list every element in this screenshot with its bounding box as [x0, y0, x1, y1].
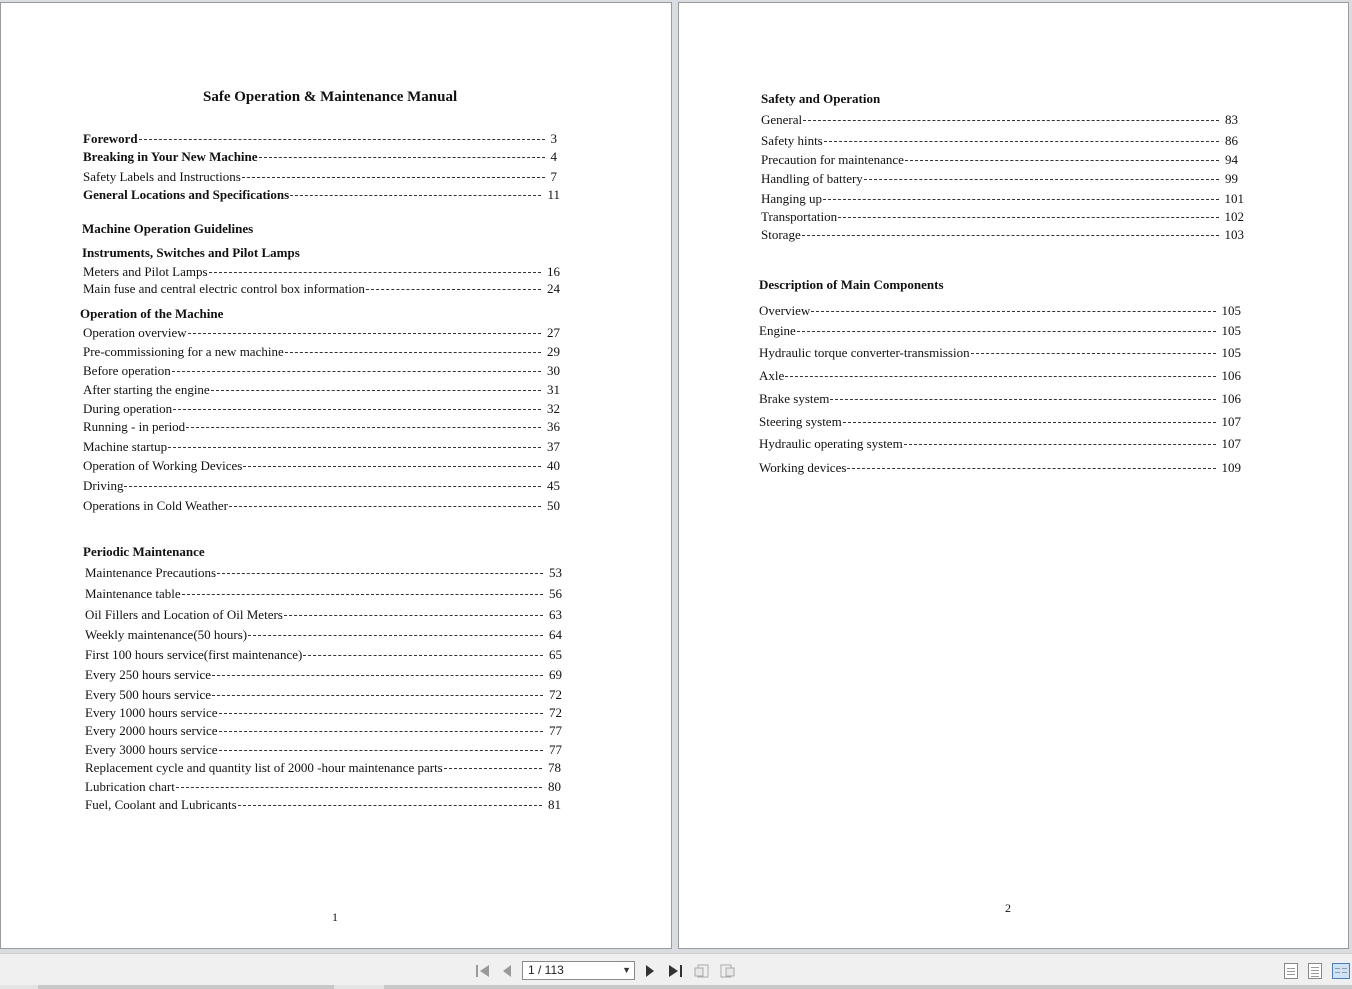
toc-entry-label: Before operation: [83, 363, 171, 378]
toc-leader-dots: [212, 695, 543, 696]
toc-entry-page-number: 30: [547, 363, 560, 378]
toc-entry-label: Every 500 hours service: [85, 687, 211, 702]
toc-leader-dots: [811, 311, 1215, 312]
toc-entry-page-number: 81: [548, 797, 561, 812]
toc-leader-dots: [212, 675, 543, 676]
toc-leader-dots: [802, 235, 1219, 236]
toc-entry-label: Steering system: [759, 414, 842, 429]
toc-entry: [85, 797, 561, 814]
toc-entry-label: Pre-commissioning for a new machine: [83, 344, 284, 359]
toc-entry-label: Transportation: [761, 209, 838, 224]
toc-entry: [83, 458, 560, 475]
toc-entry-page-number: 77: [549, 742, 562, 757]
toc-leader-dots: [823, 199, 1218, 200]
toc-entry-label: Every 1000 hours service: [85, 705, 218, 720]
toc-entry-label: Maintenance Precautions: [85, 565, 217, 580]
scrollbar-track-segment: [384, 985, 1352, 989]
toc-entry-page-number: 99: [1225, 171, 1238, 186]
toc-entry-label: Safety hints: [761, 133, 823, 148]
toc-entry: [83, 281, 560, 298]
toc-leader-dots: [219, 731, 544, 732]
toc-entry-page-number: 53: [549, 565, 562, 580]
toc-entry-page-number: 65: [549, 647, 562, 662]
first-page-icon[interactable]: [473, 961, 493, 981]
toc-entry: [761, 133, 1238, 150]
toc-entry-label: During operation: [83, 401, 173, 416]
toc-entry-page-number: 107: [1221, 436, 1241, 451]
toc-leader-dots: [803, 120, 1219, 121]
next-page-icon[interactable]: [640, 961, 660, 981]
toc-entry-label: Operation of Working Devices: [83, 458, 243, 473]
toc-entry-page-number: 37: [547, 439, 560, 454]
toc-entry-label: Replacement cycle and quantity list of 2000 -hour maintenance parts: [85, 760, 443, 775]
toc-entry: [759, 345, 1241, 362]
toc-leader-dots: [847, 468, 1215, 469]
toc-entry-label: Main fuse and central electric control box information: [83, 281, 365, 296]
toc-entry-page-number: 107: [1221, 414, 1241, 429]
toc-leader-dots: [284, 615, 543, 616]
toc-entry: [83, 264, 560, 281]
toc-entry-label: Operations in Cold Weather: [83, 498, 228, 513]
toc-leader-dots: [173, 409, 541, 410]
toc-leader-dots: [843, 422, 1216, 423]
toc-entry-page-number: 101: [1224, 191, 1244, 206]
toc-entry: [83, 439, 560, 456]
toc-entry-page-number: 31: [547, 382, 560, 397]
toc-leader-dots: [259, 157, 545, 158]
section-heading-instruments: Instruments, Switches and Pilot Lamps: [82, 245, 300, 260]
toc-entry-page-number: 102: [1224, 209, 1244, 224]
toc-leader-dots: [217, 573, 543, 574]
toc-entry-page-number: 106: [1221, 391, 1241, 406]
section-heading-components: Description of Main Components: [759, 277, 944, 292]
document-page-1: [0, 2, 672, 949]
toc-entry-page-number: 86: [1225, 133, 1238, 148]
toc-entry: [85, 742, 562, 759]
continuous-view-icon[interactable]: [1308, 963, 1322, 979]
toc-entry-label: Maintenance table: [85, 586, 181, 601]
toc-leader-dots: [168, 447, 541, 448]
toc-leader-dots: [797, 331, 1216, 332]
toc-entry-label: Weekly maintenance(50 hours): [85, 627, 248, 642]
toc-leader-dots: [290, 195, 541, 196]
toc-leader-dots: [242, 177, 545, 178]
toc-entry-page-number: 29: [547, 344, 560, 359]
toc-leader-dots: [366, 289, 541, 290]
toc-leader-dots: [172, 371, 541, 372]
toc-entry-label: Handling of battery: [761, 171, 863, 186]
toc-entry-page-number: 40: [547, 458, 560, 473]
toc-entry-label: Every 2000 hours service: [85, 723, 218, 738]
toc-entry: [759, 460, 1241, 477]
section-heading-guidelines: Machine Operation Guidelines: [82, 221, 254, 236]
toc-entry-label: Every 250 hours service: [85, 667, 211, 682]
toc-entry: [83, 149, 557, 166]
toc-entry-label: Hydraulic torque converter-transmission: [759, 345, 970, 360]
toc-entry-label: Storage: [761, 227, 801, 242]
toc-entry-label: Brake system: [759, 391, 830, 406]
toc-entry-label: General Locations and Specifications: [83, 187, 290, 202]
toc-entry-page-number: 45: [547, 478, 560, 493]
toc-entry-label: Fuel, Coolant and Lubricants: [85, 797, 237, 812]
toc-leader-dots: [186, 427, 541, 428]
toc-entry-label: Foreword: [83, 131, 138, 146]
toc-entry: [85, 586, 562, 603]
toc-entry: [83, 498, 560, 515]
toc-entry-page-number: 78: [548, 760, 561, 775]
toc-entry: [83, 419, 560, 436]
toc-entry-label: After starting the engine: [83, 382, 210, 397]
toc-entry-label: Machine startup: [83, 439, 168, 454]
toc-leader-dots: [824, 141, 1219, 142]
toc-leader-dots: [219, 713, 544, 714]
toc-entry-label: Precaution for maintenance: [761, 152, 904, 167]
toc-leader-dots: [124, 486, 541, 487]
toc-entry-label: Breaking in Your New Machine: [83, 149, 258, 164]
toc-leader-dots: [285, 352, 541, 353]
toc-entry-page-number: 27: [547, 325, 560, 340]
toc-entry-page-number: 32: [547, 401, 560, 416]
toc-entry: [85, 627, 562, 644]
toc-entry: [83, 478, 560, 495]
toc-entry-label: Overview: [759, 303, 811, 318]
toc-leader-dots: [188, 333, 541, 334]
toc-entry-page-number: 80: [548, 779, 561, 794]
toc-entry-label: Oil Fillers and Location of Oil Meters: [85, 607, 283, 622]
horizontal-scrollbar[interactable]: [0, 985, 1352, 989]
toc-entry: [759, 323, 1241, 340]
toc-entry-page-number: 4: [550, 149, 557, 164]
toc-entry: [83, 169, 557, 186]
toc-entry: [85, 667, 562, 684]
toc-entry: [761, 112, 1238, 129]
section-heading-operation: Operation of the Machine: [80, 306, 224, 321]
toc-entry-page-number: 105: [1221, 303, 1241, 318]
toc-entry: [759, 414, 1241, 431]
toc-entry: [761, 191, 1244, 208]
forward-view-icon[interactable]: [718, 961, 738, 981]
chevron-down-icon[interactable]: ▼: [622, 965, 631, 975]
section-heading-periodic-maintenance: Periodic Maintenance: [83, 544, 205, 559]
toc-entry-label: Operation overview: [83, 325, 187, 340]
toc-entry-label: Hanging up: [761, 191, 823, 206]
toc-entry-page-number: 24: [547, 281, 560, 296]
toc-entry: [83, 363, 560, 380]
scrollbar-thumb[interactable]: [38, 985, 334, 989]
toc-entry-page-number: 36: [547, 419, 560, 434]
toc-entry: [761, 152, 1238, 169]
two-page-view-icon[interactable]: [1332, 963, 1350, 979]
toc-leader-dots: [444, 768, 542, 769]
toc-entry: [85, 760, 561, 777]
last-page-icon[interactable]: [665, 961, 685, 981]
toc-entry-page-number: 56: [549, 586, 562, 601]
page-number-input[interactable]: [522, 961, 635, 980]
toc-leader-dots: [229, 506, 541, 507]
toc-entry-page-number: 50: [547, 498, 560, 513]
toc-entry: [85, 723, 562, 740]
toc-entry: [83, 401, 560, 418]
toc-leader-dots: [139, 139, 545, 140]
toc-leader-dots: [830, 399, 1215, 400]
toc-leader-dots: [905, 160, 1219, 161]
toc-entry-page-number: 77: [549, 723, 562, 738]
toc-leader-dots: [904, 444, 1216, 445]
toc-entry: [759, 436, 1241, 453]
toc-entry-label: General: [761, 112, 803, 127]
section-heading-safety: Safety and Operation: [761, 91, 881, 106]
document-page-2: [678, 2, 1349, 949]
toc-entry-page-number: 72: [549, 705, 562, 720]
page-number: 1: [332, 910, 338, 924]
toc-entry-page-number: 109: [1221, 460, 1241, 475]
toc-entry-label: Engine: [759, 323, 796, 338]
toc-leader-dots: [176, 787, 542, 788]
toc-entry-page-number: 105: [1221, 345, 1241, 360]
toc-entry-label: Running - in period: [83, 419, 186, 434]
toc-entry-page-number: 103: [1224, 227, 1244, 242]
toc-entry-page-number: 94: [1225, 152, 1238, 167]
toc-leader-dots: [211, 390, 541, 391]
prev-page-icon[interactable]: [497, 961, 517, 981]
toc-leader-dots: [785, 376, 1215, 377]
toc-entry: [83, 187, 560, 204]
single-page-view-icon[interactable]: [1284, 963, 1298, 979]
toc-entry: [85, 647, 562, 664]
toc-entry: [761, 209, 1244, 226]
toc-entry-label: Every 3000 hours service: [85, 742, 218, 757]
toc-entry: [85, 687, 562, 704]
toc-entry: [759, 303, 1241, 320]
toc-entry: [759, 391, 1241, 408]
toc-entry: [83, 344, 560, 361]
toc-leader-dots: [219, 750, 544, 751]
toc-leader-dots: [971, 353, 1216, 354]
toc-entry: [83, 325, 560, 342]
toc-leader-dots: [303, 655, 543, 656]
toc-leader-dots: [238, 805, 542, 806]
toc-entry-page-number: 11: [547, 187, 560, 202]
toc-entry-label: First 100 hours service(first maintenance): [85, 647, 303, 662]
toc-entry-page-number: 16: [547, 264, 560, 279]
manual-title: Safe Operation & Maintenance Manual: [203, 89, 458, 105]
toc-leader-dots: [838, 217, 1218, 218]
toc-entry: [85, 565, 562, 582]
toc-entry: [761, 171, 1238, 188]
toc-entry-page-number: 3: [550, 131, 557, 146]
toc-entry: [85, 779, 561, 796]
toc-entry: [759, 368, 1241, 385]
toc-entry-label: Driving: [83, 478, 124, 493]
pdf-viewer-toolbar: [0, 953, 1352, 989]
toc-entry: [83, 131, 557, 148]
toc-entry-page-number: 64: [549, 627, 562, 642]
toc-entry-label: Hydraulic operating system: [759, 436, 903, 451]
page-indicator: 1 / 113: [528, 963, 564, 977]
toc-entry: [85, 607, 562, 624]
toc-leader-dots: [243, 466, 541, 467]
toc-entry-label: Safety Labels and Instructions: [83, 169, 241, 184]
toc-leader-dots: [864, 179, 1219, 180]
toc-entry: [761, 227, 1244, 244]
toc-entry-page-number: 83: [1225, 112, 1238, 127]
toc-entry: [83, 382, 560, 399]
toc-entry-label: Axle: [759, 368, 785, 383]
toc-entry: [85, 705, 562, 722]
toc-entry-label: Lubrication chart: [85, 779, 175, 794]
toc-entry-page-number: 72: [549, 687, 562, 702]
toc-entry-label: Meters and Pilot Lamps: [83, 264, 208, 279]
toc-entry-page-number: 69: [549, 667, 562, 682]
toc-entry-page-number: 105: [1221, 323, 1241, 338]
toc-leader-dots: [209, 272, 541, 273]
toc-leader-dots: [248, 635, 543, 636]
toc-entry-page-number: 63: [549, 607, 562, 622]
page-number: 2: [1005, 901, 1011, 915]
toc-entry-page-number: 7: [550, 169, 557, 184]
back-view-icon[interactable]: [692, 961, 712, 981]
toc-entry-label: Working devices: [759, 460, 847, 475]
toc-entry-page-number: 106: [1221, 368, 1241, 383]
toc-leader-dots: [182, 594, 543, 595]
